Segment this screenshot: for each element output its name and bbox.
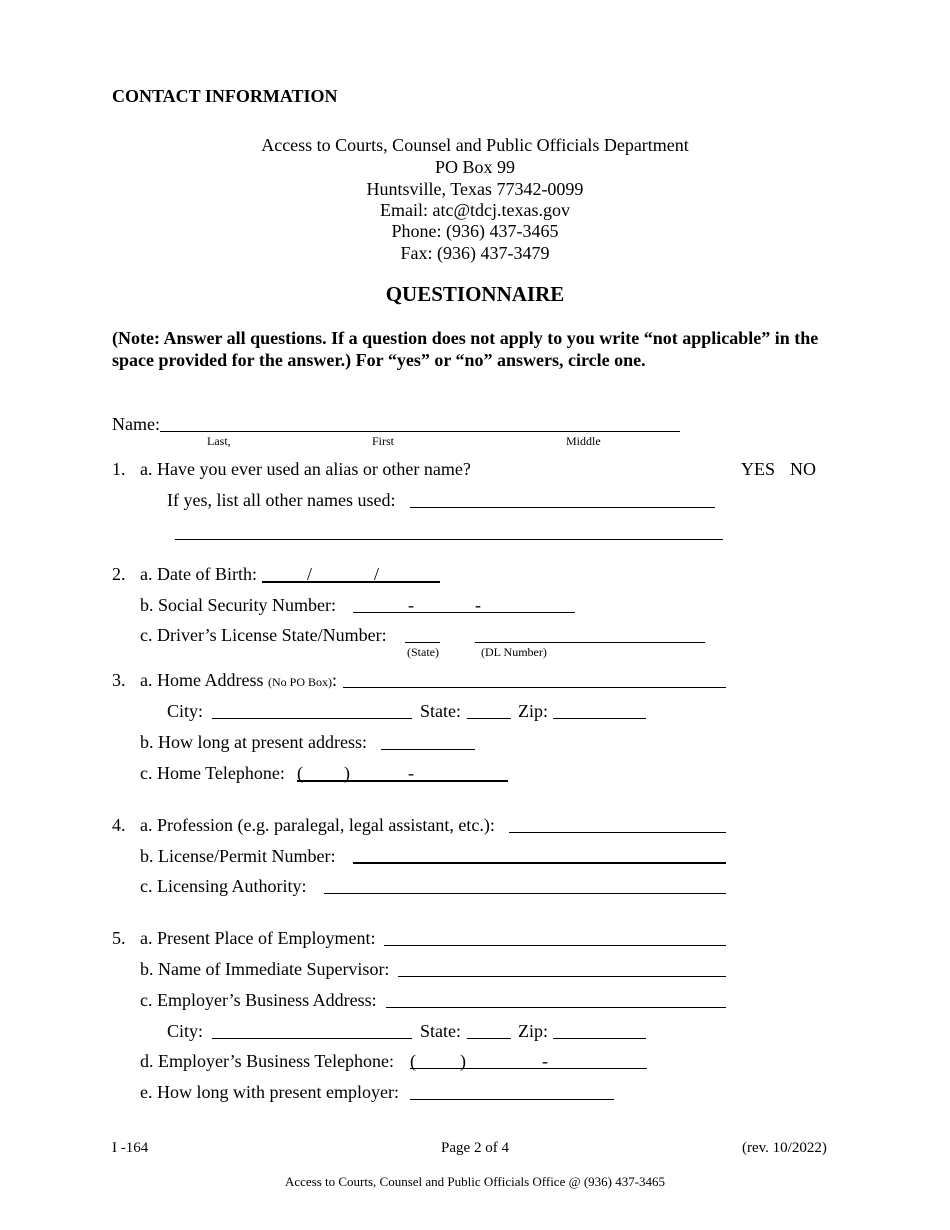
home-phone-dash: -	[408, 763, 414, 783]
employer-city-field[interactable]	[212, 1021, 412, 1039]
dob-separator-2: /	[374, 564, 380, 584]
q5-a-label: a. Present Place of Employment:	[140, 928, 376, 948]
employer-telephone-field[interactable]	[410, 1051, 647, 1069]
q5-number: 5.	[112, 928, 126, 948]
q3-c-label: c. Home Telephone:	[140, 763, 285, 783]
q1-if-yes-label: If yes, list all other names used:	[167, 490, 396, 510]
profession-field[interactable]	[509, 815, 726, 833]
address-line-3: Huntsville, Texas 77342-0099	[366, 179, 584, 199]
section-title: CONTACT INFORMATION	[112, 86, 338, 106]
address-line-2: PO Box 99	[434, 157, 515, 177]
employer-state-field[interactable]	[467, 1021, 511, 1039]
q3-a-colon: :	[332, 670, 338, 690]
home-state-field[interactable]	[467, 701, 511, 719]
q3-zip-label: Zip:	[518, 701, 548, 721]
home-phone-open-paren: (	[297, 763, 303, 783]
employer-zip-field[interactable]	[553, 1021, 646, 1039]
employment-duration-field[interactable]	[410, 1082, 614, 1100]
q4-number: 4.	[112, 815, 126, 835]
home-city-field[interactable]	[212, 701, 412, 719]
q1-no-option[interactable]: NO	[790, 459, 816, 479]
note-line-1: (Note: Answer all questions. If a question does not apply to you write “not applicable” in the	[112, 328, 819, 348]
q1-yes-option[interactable]: YES	[741, 459, 776, 479]
address-email: Email: atc@tdcj.texas.gov	[379, 200, 571, 220]
employer-phone-open-paren: (	[410, 1051, 416, 1071]
license-number-field[interactable]	[353, 845, 726, 864]
dob-separator-1: /	[307, 564, 313, 584]
footer-office: Access to Courts, Counsel and Public Officials Office @ (936) 437-3465	[284, 1174, 666, 1189]
q2-b-label: b. Social Security Number:	[140, 595, 336, 615]
q5-d-label: d. Employer’s Business Telephone:	[140, 1051, 395, 1071]
employer-address-field[interactable]	[386, 990, 726, 1008]
name-field[interactable]	[160, 414, 680, 432]
q3-a-label	[140, 670, 337, 691]
address-phone: Phone: (936) 437-3465	[391, 221, 559, 241]
q1-number: 1.	[112, 459, 126, 479]
employer-phone-close-paren: )	[460, 1051, 466, 1071]
q4-c-label: c. Licensing Authority:	[140, 876, 307, 896]
licensing-authority-field[interactable]	[324, 876, 726, 894]
employment-place-field[interactable]	[384, 928, 726, 946]
q5-zip-label: Zip:	[518, 1021, 548, 1041]
ssn-field[interactable]	[353, 595, 575, 613]
footer-form-id: I -164	[112, 1140, 149, 1156]
q5-state-label: State:	[420, 1021, 461, 1041]
dl-number-field[interactable]	[475, 625, 705, 643]
home-zip-field[interactable]	[553, 701, 646, 719]
ssn-dash-1: -	[408, 595, 414, 615]
dl-sub-number: (DL Number)	[481, 645, 547, 659]
q5-e-label: e. How long with present employer:	[140, 1082, 399, 1102]
q1-a-label: a. Have you ever used an alias or other name?	[140, 459, 471, 479]
address-line-1: Access to Courts, Counsel and Public Officials Department	[261, 135, 689, 155]
dl-state-field[interactable]	[405, 625, 440, 643]
home-phone-close-paren: )	[344, 763, 350, 783]
supervisor-name-field[interactable]	[398, 959, 726, 977]
q2-a-label: a. Date of Birth:	[140, 564, 257, 584]
q2-number: 2.	[112, 564, 126, 584]
home-address-field[interactable]	[343, 670, 726, 688]
note-line-2: space provided for the answer.) For “yes” or “no” answers, circle one.	[112, 350, 646, 370]
name-sub-first: First	[372, 434, 395, 448]
q3-a-main: a. Home Address	[140, 670, 264, 690]
address-fax: Fax: (936) 437-3479	[400, 243, 550, 263]
q4-a-label: a. Profession (e.g. paralegal, legal assistant, etc.):	[140, 815, 495, 835]
ssn-dash-2: -	[475, 595, 481, 615]
q2-c-label: c. Driver’s License State/Number:	[140, 625, 387, 645]
name-label: Name:	[112, 414, 160, 434]
name-sub-last: Last,	[207, 434, 231, 448]
q5-c-label: c. Employer’s Business Address:	[140, 990, 377, 1010]
q1-other-names-field-2[interactable]	[175, 522, 723, 540]
questionnaire-title: QUESTIONNAIRE	[385, 282, 565, 306]
dl-sub-state: (State)	[407, 645, 439, 659]
q3-b-label: b. How long at present address:	[140, 732, 367, 752]
q5-city-label: City:	[167, 1021, 204, 1041]
q3-a-no-po-box: (No PO Box)	[267, 675, 332, 689]
q4-b-label: b. License/Permit Number:	[140, 846, 336, 866]
dob-field[interactable]	[262, 564, 440, 583]
footer-page-number: Page 2 of 4	[441, 1140, 509, 1156]
q3-number: 3.	[112, 670, 126, 690]
q1-other-names-field[interactable]	[410, 490, 715, 508]
employer-phone-dash: -	[542, 1051, 548, 1071]
q3-state-label: State:	[420, 701, 461, 721]
name-sub-middle: Middle	[566, 434, 601, 448]
home-telephone-field[interactable]	[297, 763, 508, 782]
footer-revision: (rev. 10/2022)	[742, 1140, 827, 1156]
q5-b-label: b. Name of Immediate Supervisor:	[140, 959, 390, 979]
q3-city-label: City:	[167, 701, 204, 721]
time-at-address-field[interactable]	[381, 732, 475, 750]
